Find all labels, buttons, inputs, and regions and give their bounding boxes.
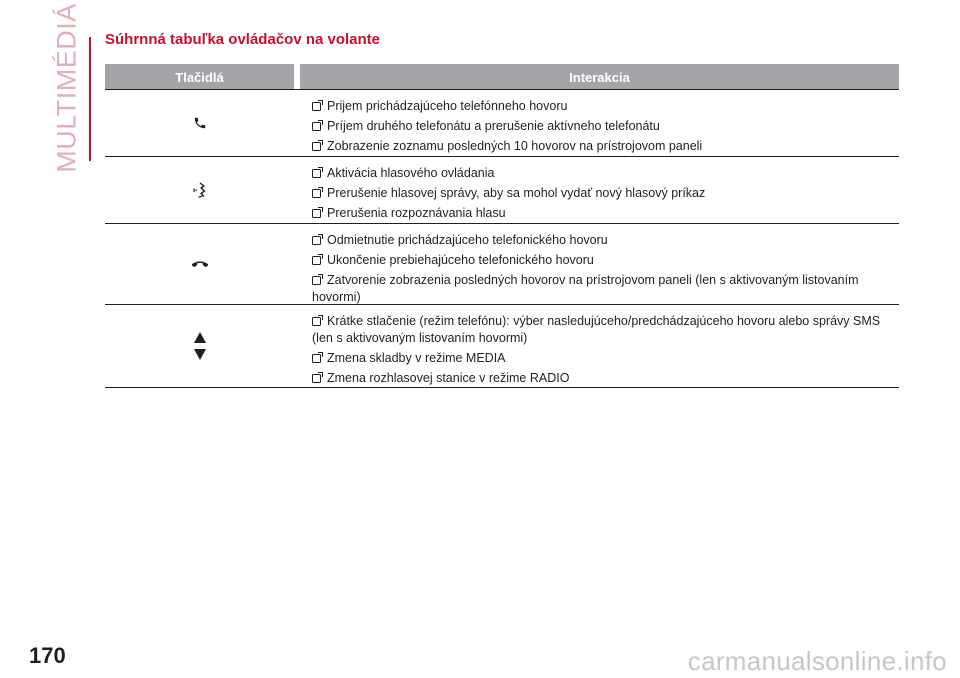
list-item-text: Aktivácia hlasového ovládania <box>327 166 495 180</box>
list-item-text: Odmietnutie prichádzajúceho telefonického hovoru <box>327 233 608 247</box>
list-item-text: Zmena rozhlasovej stanice v režime RADIO <box>327 371 570 385</box>
list-item <box>312 118 897 135</box>
row-interaction-list <box>312 232 897 309</box>
bullet-icon <box>312 374 321 383</box>
page-title: Súhrnná tabuľka ovládačov na volante <box>105 31 381 48</box>
list-item-text: Prerušenie hlasovej správy, aby sa mohol vydať nový hlasový príkaz <box>327 186 706 200</box>
list-item-text: Ukončenie prebiehajúceho telefonického hovoru <box>327 253 594 267</box>
bullet-icon <box>312 256 321 265</box>
bullet-icon <box>312 236 321 245</box>
bullet-icon <box>312 102 321 111</box>
bullet-icon <box>312 189 321 198</box>
bullet-icon <box>312 169 321 178</box>
list-item <box>312 350 897 367</box>
list-item-text: Krátke stlačenie (režim telefónu): výber nasledujúceho/predchádzajúceho hovoru alebo správy SMS (len s aktivovaným listovaním hovormi) <box>312 314 881 345</box>
row-icon-cell <box>105 157 294 223</box>
table-header-buttons: Tlačidlá <box>105 64 294 90</box>
list-item <box>312 370 897 387</box>
list-item <box>312 185 897 202</box>
bullet-icon <box>312 209 321 218</box>
bullet-icon <box>312 354 321 363</box>
bullet-icon <box>312 276 321 285</box>
arrow-up-icon <box>194 332 206 343</box>
list-item-text: Zobrazenie zoznamu posledných 10 hovorov na prístrojovom paneli <box>327 139 703 153</box>
bullet-icon <box>312 317 321 326</box>
bullet-icon <box>312 142 321 151</box>
page-number: 170 <box>29 643 66 668</box>
list-item <box>312 138 897 155</box>
list-item-text: Zatvorenie zobrazenia posledných hovorov na prístrojovom paneli (len s aktivovaným listovaním hovormi) <box>312 273 859 304</box>
list-item <box>312 272 897 306</box>
section-side-label <box>48 3 86 173</box>
up-down-arrows-icon <box>194 332 206 360</box>
section-accent-line <box>89 37 91 161</box>
row-icon-cell <box>105 224 294 304</box>
list-item-text: Prerušenia rozpoznávania hlasu <box>327 206 506 220</box>
row-interaction-list <box>312 313 897 390</box>
table-row <box>105 90 899 157</box>
table-row <box>105 224 899 305</box>
list-item <box>312 165 897 182</box>
voice-command-icon <box>192 181 208 199</box>
phone-answer-icon <box>193 116 207 130</box>
list-item <box>312 205 897 222</box>
row-icon-cell <box>105 90 294 156</box>
row-icon-cell <box>105 305 294 387</box>
table-header-interaction: Interakcia <box>300 64 899 90</box>
bullet-icon <box>312 122 321 131</box>
arrow-down-icon <box>194 349 206 360</box>
list-item-text: Príjem druhého telefonátu a prerušenie aktívneho telefonátu <box>327 119 660 133</box>
list-item <box>312 98 897 115</box>
list-item <box>312 313 897 347</box>
watermark: carmanualsonline.info <box>687 646 947 676</box>
list-item <box>312 252 897 269</box>
table-row <box>105 305 899 388</box>
list-item <box>312 232 897 249</box>
section-side-label-text: MULTIMÉDIÁ <box>51 3 82 173</box>
table-row <box>105 157 899 224</box>
phone-hangup-icon <box>191 260 209 269</box>
row-interaction-list <box>312 98 897 158</box>
list-item-text: Zmena skladby v režime MEDIA <box>327 351 506 365</box>
row-interaction-list <box>312 165 897 225</box>
list-item-text: Prijem prichádzajúceho telefónneho hovoru <box>327 99 568 113</box>
